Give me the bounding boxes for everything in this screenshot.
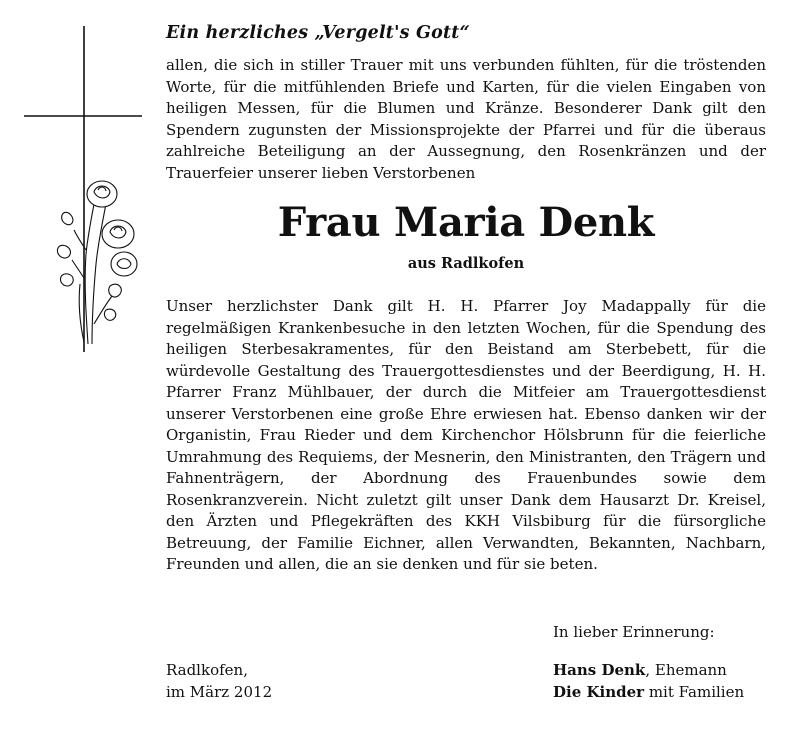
signer-children xyxy=(553,682,744,704)
signer-children-role: mit Familien xyxy=(644,682,745,701)
thanks-heading: Ein herzliches „Vergelt's Gott“ xyxy=(166,23,470,43)
notice-content xyxy=(166,20,766,576)
deceased-origin: aus Radlkofen xyxy=(407,255,525,272)
place-date xyxy=(166,660,272,703)
signers xyxy=(553,622,744,703)
signoff xyxy=(166,622,766,712)
cross-icon xyxy=(24,26,142,352)
signer-husband-role: , Ehemann xyxy=(645,661,727,679)
place: Radlkofen, xyxy=(166,661,248,679)
memory-line: In lieber Erinnerung: xyxy=(553,623,715,641)
roses-icon xyxy=(57,181,137,344)
signer-children-name: Die Kinder xyxy=(553,682,645,701)
deceased-name: Frau Maria Denk xyxy=(277,199,655,246)
signer-husband-name: Hans Denk xyxy=(553,661,646,679)
intro-paragraph: allen, die sich in stiller Trauer mit uns verbunden fühlten, für die tröstenden Worte, für die mitfühlenden Briefe und Karten, für die vielen Eingaben von heiligen Messen, für die Blumen und Kränze. Besonderer Dank gilt den Spendern zugunsten der Missionsprojekte der Pfarrei und für die überaus zahlreiche Beteiligung an der Aussegnung, den Rosenkränzen und der Trauerfeier unserer lieben Verstorbenen xyxy=(166,56,766,182)
date: im März 2012 xyxy=(166,682,273,701)
signer-husband xyxy=(553,660,744,682)
thanks-paragraph: Unser herzlichster Dank gilt H. H. Pfarrer Joy Madappally für die regelmäßigen Krankenbesuche in den letzten Wochen, für die Spendung des heiligen Sterbesakramentes, für den Beistand am Sterbebett, für die würdevolle Gestaltung des Trauergottesdienstes und der Beerdigung, H. H. Pfarrer Franz Mühlbauer, der durch die Mitfeier am Trauergottesdienst unserer Verstorbenen eine große Ehre erwiesen hat. Ebenso danken wir der Organistin, Frau Rieder und dem Kirchenchor Hölsbrunn für die feierliche Umrahmung des Requiems, der Mesnerin, den Ministranten, den Trägern und Fahnenträgern, der Abordnung des Frauenbundes sowie dem Rosenkranzverein. Nicht zuletzt gilt unser Dank dem Hausarzt Dr. Kreisel, den Ärzten und Pflegekräften des KKH Vilsbiburg für die fürsorgliche Betreuung, der Familie Eichner, allen Verwandten, Bekannten, Nachbarn, Freunden und allen, die an sie denken und für sie beten. xyxy=(166,297,766,573)
cross-with-roses-artwork xyxy=(22,24,142,354)
